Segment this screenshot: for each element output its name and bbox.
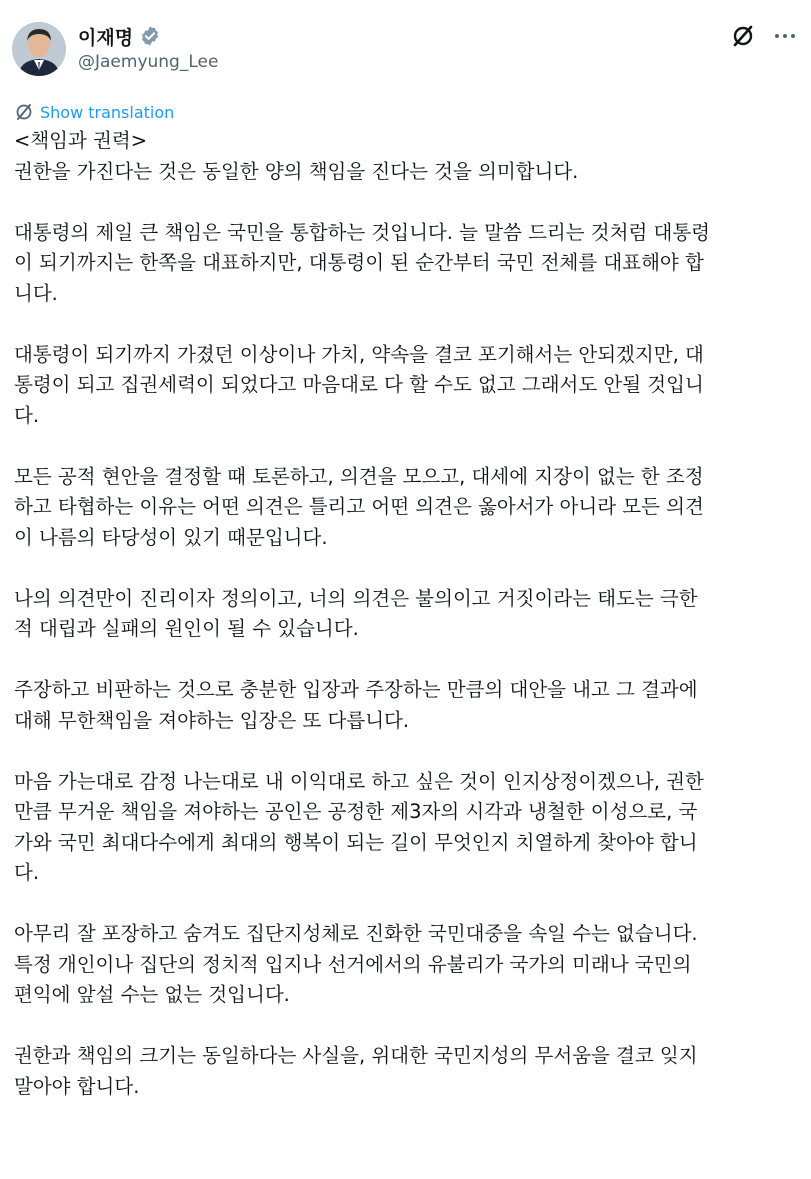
post-body — [14, 126, 796, 1102]
paragraph-gap — [14, 889, 796, 920]
post-line: 다. — [14, 861, 40, 884]
post-line: 편익에 앞설 수는 없는 것입니다. — [14, 983, 290, 1006]
author-name-row — [78, 22, 161, 50]
post-line: 마음 가는대로 감정 나는대로 내 이익대로 하고 싶은 것이 인지상정이겠으나, 권한 — [14, 769, 704, 793]
post-line: 만큼 무거운 책임을 져야하는 공인은 공정한 제3자의 시각과 냉철한 이성으로, 국 — [14, 800, 698, 823]
post-line: 적 대립과 실패의 원인이 될 수 있습니다. — [14, 617, 359, 640]
verified-badge-icon — [139, 25, 161, 47]
post-line: 니다. — [14, 281, 58, 305]
post-line: 대통령의 제일 큰 책임은 국민을 통합하는 것입니다. 늘 말씀 드리는 것처럼 대통령 — [14, 220, 711, 244]
post-line: 가와 국민 최대다수에게 최대의 행복이 되는 길이 무엇인지 치열하게 찾아야 합니 — [14, 830, 698, 854]
grok-icon[interactable] — [729, 22, 757, 50]
show-translation-label[interactable]: Show translation — [40, 102, 175, 122]
post-line: 특정 개인이나 집단의 정치적 입지나 선거에서의 유불리가 국가의 미래나 국민의 — [14, 952, 692, 976]
post-line: 아무리 잘 포장하고 숨겨도 집단지성체로 진화한 국민대중을 속일 수는 없습니다. — [14, 922, 698, 945]
author-name[interactable]: 이재명 — [78, 26, 134, 49]
avatar[interactable] — [12, 22, 66, 76]
post-line: 다. — [14, 403, 40, 427]
post-line: 이 나름의 타당성이 있기 때문입니다. — [14, 525, 328, 549]
post-line: 권한과 책임의 크기는 동일하다는 사실을, 위대한 국민지성의 무서움을 결코 잊지 — [14, 1044, 698, 1067]
post-line: 대통령이 되기까지 가졌던 이상이나 가치, 약속을 결코 포기해서는 안되겠지만, 대 — [14, 342, 704, 366]
paragraph-gap — [14, 553, 796, 584]
author-handle[interactable]: @Jaemyung_Lee — [78, 52, 219, 72]
post-line: 대해 무한책임을 져야하는 입장은 또 다릅니다. — [14, 708, 410, 732]
post-line: <책임과 권력> — [14, 129, 148, 152]
translate-icon — [14, 102, 34, 122]
more-icon[interactable] — [771, 22, 799, 50]
post-header — [12, 18, 799, 82]
show-translation-link[interactable] — [14, 100, 174, 124]
post-line: 이 되기까지는 한쪽을 대표하지만, 대통령이 된 순간부터 국민 전체를 대표해야 합 — [14, 251, 704, 274]
paragraph-gap — [14, 431, 796, 462]
post-line: 말아야 합니다. — [14, 1074, 140, 1098]
paragraph-gap — [14, 645, 796, 676]
post-line: 주장하고 비판하는 것으로 충분한 입장과 주장하는 만큼의 대안을 내고 그 결과에 — [14, 678, 698, 701]
post-line: 모든 공적 현안을 결정할 때 토론하고, 의견을 모으고, 대세에 지장이 없는 한 조정 — [14, 464, 704, 488]
paragraph-gap — [14, 309, 796, 340]
paragraph-gap — [14, 1011, 796, 1042]
post-line: 권한을 가진다는 것은 동일한 양의 책임을 진다는 것을 의미합니다. — [14, 159, 579, 183]
paragraph-gap — [14, 736, 796, 767]
post-line: 하고 타협하는 이유는 어떤 의견은 틀리고 어떤 의견은 옳아서가 아니라 모든 의견 — [14, 495, 704, 518]
paragraph-gap — [14, 187, 796, 218]
post-line: 나의 의견만이 진리이자 정의이고, 너의 의견은 불의이고 거짓이라는 태도는 극한 — [14, 586, 698, 610]
post-line: 통령이 되고 집권세력이 되었다고 마음대로 다 할 수도 없고 그래서도 안될 것입니 — [14, 373, 704, 396]
